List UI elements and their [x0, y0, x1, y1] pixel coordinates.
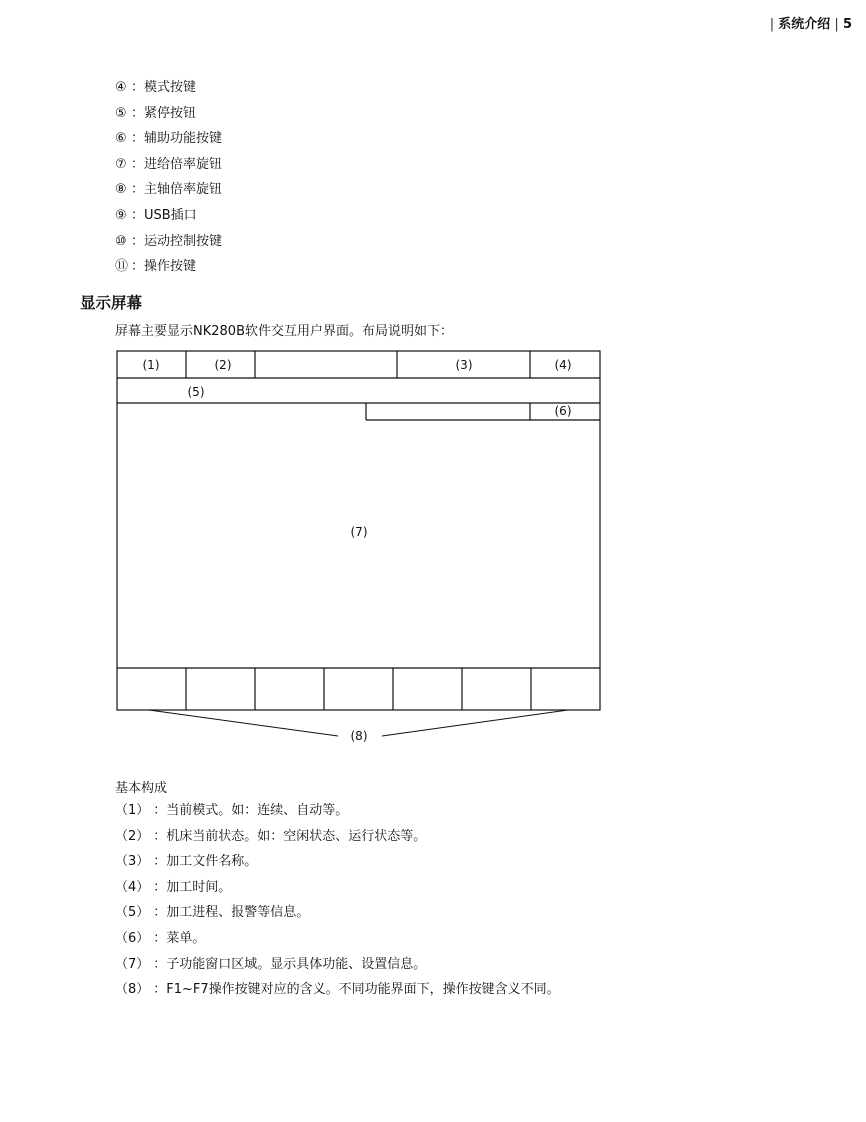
list-item: ⑥ ：辅助功能按键 — [115, 131, 223, 147]
header-section: 系统介绍 — [778, 17, 831, 32]
list-item: ④ ：模式按键 — [115, 80, 197, 95]
list-item: ⑦ ：进给倍率旋钮 — [115, 156, 223, 172]
list-item: （3） ：加工文件名称。 — [115, 854, 258, 870]
label-7: (7) — [350, 525, 368, 539]
list-item: （4） ：加工时间。 — [115, 879, 232, 895]
list-item: ⑪ ：操作按键 — [115, 259, 197, 275]
composition-list — [115, 801, 560, 1006]
label-3: (3) — [455, 358, 473, 372]
list-item: ⑤ ：紧停按钮 — [115, 105, 197, 121]
screen-layout-diagram — [116, 350, 602, 750]
label-2: (2) — [214, 358, 232, 372]
list-item: （7） ：子功能窗口区域。显示具体功能、设置信息。 — [115, 956, 427, 972]
keys-list — [115, 78, 222, 283]
list-item: （5） ：加工进程、报警等信息。 — [115, 905, 310, 921]
label-1: (1) — [142, 358, 160, 372]
basic-composition-title: 基本构成 — [115, 781, 168, 796]
label-5: (5) — [187, 385, 205, 399]
section-title: 显示屏幕 — [80, 294, 143, 312]
list-item: （8） ：F1~F7操作按键对应的含义。不同功能界面下，操作按键含义不同。 — [115, 982, 560, 998]
callout-line-right — [382, 710, 568, 736]
label-8: (8) — [350, 729, 368, 743]
list-item: （1） ：当前模式。如：连续、自动等。 — [115, 803, 349, 818]
list-item: ⑧ ：主轴倍率旋钮 — [115, 182, 223, 198]
list-item: （6） ：菜单。 — [115, 930, 206, 946]
list-item: ⑨ ：USB插口 — [115, 207, 197, 223]
header-separator: | — [830, 17, 843, 32]
list-item: （2） ：机床当前状态。如：空闲状态、运行状态等。 — [115, 828, 427, 844]
label-6: (6) — [554, 404, 572, 418]
label-4: (4) — [554, 358, 572, 372]
intro-text: 屏幕主要显示NK280B软件交互用户界面。布局说明如下： — [115, 324, 453, 339]
callout-line-left — [149, 710, 338, 736]
header-separator: | — [769, 17, 779, 32]
page-number: 5 — [842, 17, 852, 32]
list-item: ⑩ ：运动控制按键 — [115, 233, 223, 249]
page-header — [770, 13, 852, 32]
